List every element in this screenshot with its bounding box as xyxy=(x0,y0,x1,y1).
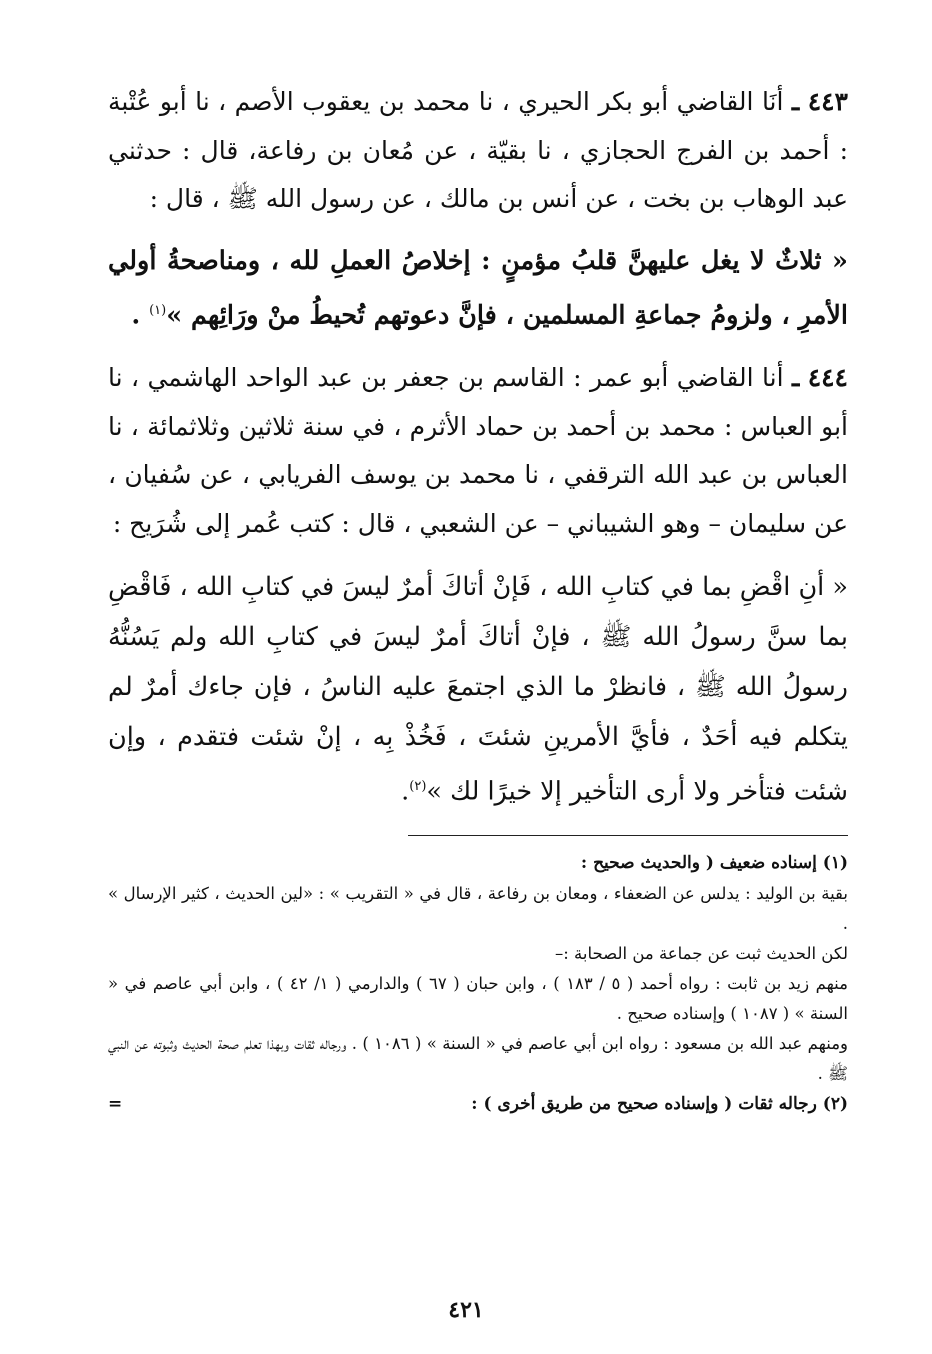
footnote-1-heading: (١) إسناده ضعيف ( والحديث صحيح : xyxy=(580,852,848,873)
footnote-2-heading: (٢) رجاله ثقات ( وإسناده صحيح من طريق أخرى ) : xyxy=(471,1093,848,1114)
entry-number: ٤٤٣ xyxy=(807,87,848,116)
quote-text-444 xyxy=(108,562,848,817)
entry-443 xyxy=(108,78,848,224)
hadith-body: « ثلاثٌ لا يغل عليهنَّ قلبُ مؤمنٍ : إخلاصُ العملِ لله ، ومناصحةُ أولي الأمرِ ، ولزومُ جماعةِ المسلمين ، فإنَّ دعوتهم تُحيطُ منْ ورَائِهم » xyxy=(108,245,848,330)
entry-text: أنَا القاضي أبو بكر الحيري ، نا محمد بن يعقوب الأصم ، نا أبو عُتْبة : أحمد بن الفرج الحجازي ، نا بقيّة ، عن مُعان بن رفاعة، قال : حدثني عبد الوهاب بن بخت ، عن أنس بن مالك ، عن رسول الله ﷺ ، قال : xyxy=(108,87,848,213)
continued-mark: = xyxy=(108,1093,123,1114)
entry-text: أنا القاضي أبو عمر : القاسم بن جعفر بن عبد الواحد الهاشمي ، نا أبو العباس : محمد بن أحمد بن حماد الأثرم ، في سنة ثلاثين وثلاثمائة ، نا العباس بن عبد الله الترقفي ، نا محمد بن يوسف الفريابي ، عن سُفيان ، عن سليمان – وهو الشيباني – عن الشعبي ، قال : كتب عُمر إلى شُرَيح : xyxy=(108,363,848,538)
hadith-end: . xyxy=(131,300,150,330)
footnote-ref: (١) xyxy=(149,302,167,318)
quote-body: « أنِ اقْضِ بما في كتابِ الله ، فَإنْ أتاكَ أمرٌ ليسَ في كتابِ الله ، فَاقْضِ بما سنَّ رسولُ الله ﷺ ، فإنْ أتاكَ أمرٌ ليسَ في كتابِ الله ولم يَسُنُّهُ رسولُ الله ﷺ ، فانظرْ ما الذي اجتمعَ عليه الناسُ ، فإن جاءك أمرٌ لم يتكلم فيه أحَدٌ ، فأيَّ الأمرينِ شئتَ ، فَخُذْ بِه ، إنْ شئت فتقدم ، وإن شئت فتأخر ولا أرى التأخير إلا خيرًا لك » xyxy=(108,572,848,807)
footnote-line: منهم زيد بن ثابت : رواه أحمد ( ٥ / ١٨٣ ) ، وابن حبان ( ٦٧ ) والدارمي ( ١/ ٤٢ ) ، وابن أبي عاصم في « السنة » ( ١٠٨٧ ) وإسناده صحيح . xyxy=(108,973,848,1023)
hadith-text-443 xyxy=(108,236,848,341)
page-number: ٤٢١ xyxy=(448,1297,484,1323)
footnote-ref: (٢) xyxy=(409,779,427,794)
entry-number: ٤٤٤ xyxy=(807,363,848,392)
entry-444 xyxy=(108,354,848,548)
footnote-line: لكن الحديث ثبت عن جماعة من الصحابة :– xyxy=(554,943,848,963)
footnote-line: بقية بن الوليد : يدلس عن الضعفاء ، ومعان بن رفاعة ، قال في « التقريب » : «لين الحديث ، كثير الإرسال » . xyxy=(108,883,848,933)
footnote-2-row xyxy=(108,1089,848,1120)
entry-dash: ـ xyxy=(791,363,800,392)
quote-end: . xyxy=(401,776,410,807)
footnotes xyxy=(108,848,848,1120)
book-page xyxy=(108,78,848,1318)
footnote-line: ومنهم عبد الله بن مسعود : رواه ابن أبي عاصم في « السنة » ( ١٠٨٦ ) . ورجاله ثقات وبهذا تعلم صحة الحديث وثبوته عن النبي ﷺ . xyxy=(108,1033,848,1083)
entry-dash: ـ xyxy=(791,87,800,116)
footnote-divider xyxy=(408,835,848,836)
